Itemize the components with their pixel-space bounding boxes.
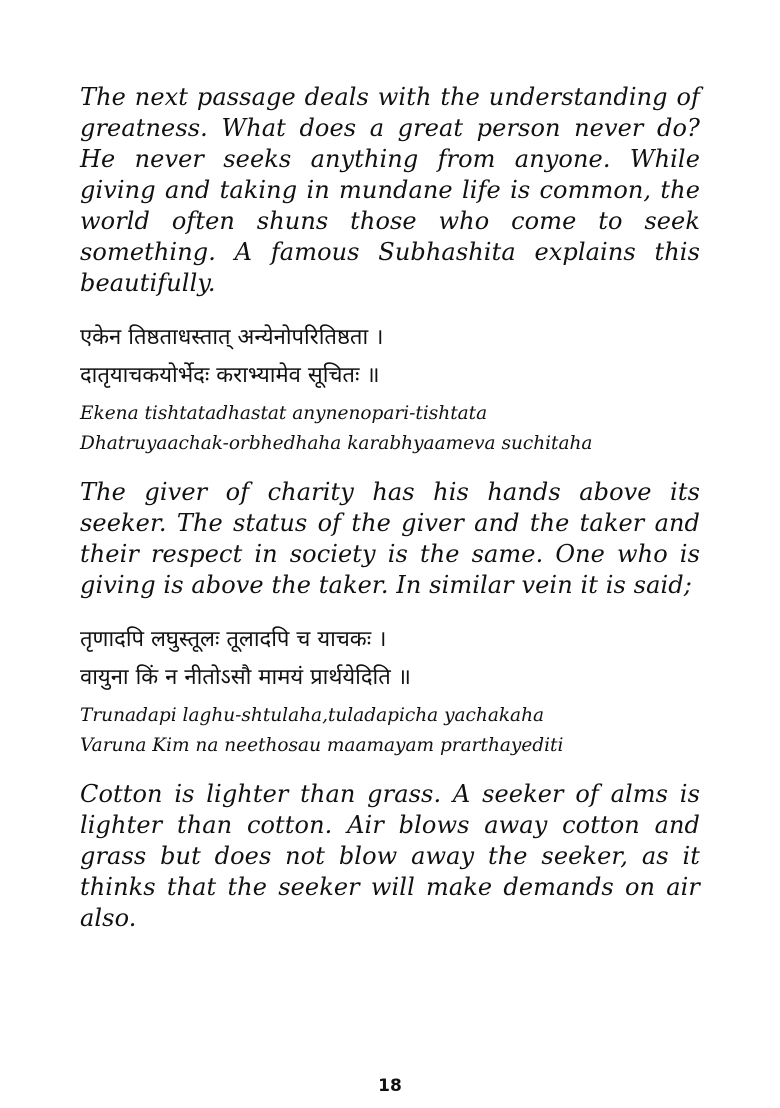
- sanskrit-verse-line: एकेन तिष्ठताधस्तात् अन्येनोपरितिष्ठता ।: [80, 325, 384, 350]
- paragraph-cotton: Cotton is lighter than grass. A seeker of alms is lighter than cotton. Air blows away cotton and grass but does not blow away the seeker, as it thinks that the seeker will make demands on air also.: [80, 780, 700, 932]
- sanskrit-verse-line: दातृयाचकयोर्भेदः कराभ्यामेव सूचितः ॥: [80, 363, 380, 388]
- page-body: [80, 82, 700, 934]
- paragraph-giver: The giver of charity has his hands above its seeker. The status of the giver and the taker and their respect in society is the same. One who is giving is above the taker. In similar vein it is said;: [80, 478, 700, 599]
- page-number: 18: [378, 1076, 402, 1096]
- verse-block-2: [80, 621, 700, 761]
- transliteration-line: Varuna Kim na neethosau maamayam prarthayediti: [80, 735, 564, 756]
- paragraph-intro: The next passage deals with the understanding of greatness. What does a great person never do? He never seeks anything from anyone. While giving and taking in mundane life is common, the world often shuns those who come to seek something. A famous Subhashita explains this beautifully.: [80, 83, 700, 297]
- transliteration-line: Trunadapi laghu-shtulaha,tuladapicha yachakaha: [80, 705, 545, 726]
- sanskrit-verse-line: तृणादपि लघुस्तूलः तूलादपि च याचकः ।: [80, 627, 387, 652]
- verse-block-1: [80, 319, 700, 459]
- sanskrit-verse-line: वायुना किं न नीतोऽसौ मामयं प्रार्थयेदिति ॥: [80, 665, 411, 690]
- transliteration-line: Ekena tishtatadhastat anynenopari-tishtata: [80, 403, 488, 424]
- transliteration: [80, 701, 700, 761]
- transliteration: [80, 399, 700, 459]
- transliteration-line: Dhatruyaachak-orbhedhaha karabhyaameva suchitaha: [80, 433, 593, 454]
